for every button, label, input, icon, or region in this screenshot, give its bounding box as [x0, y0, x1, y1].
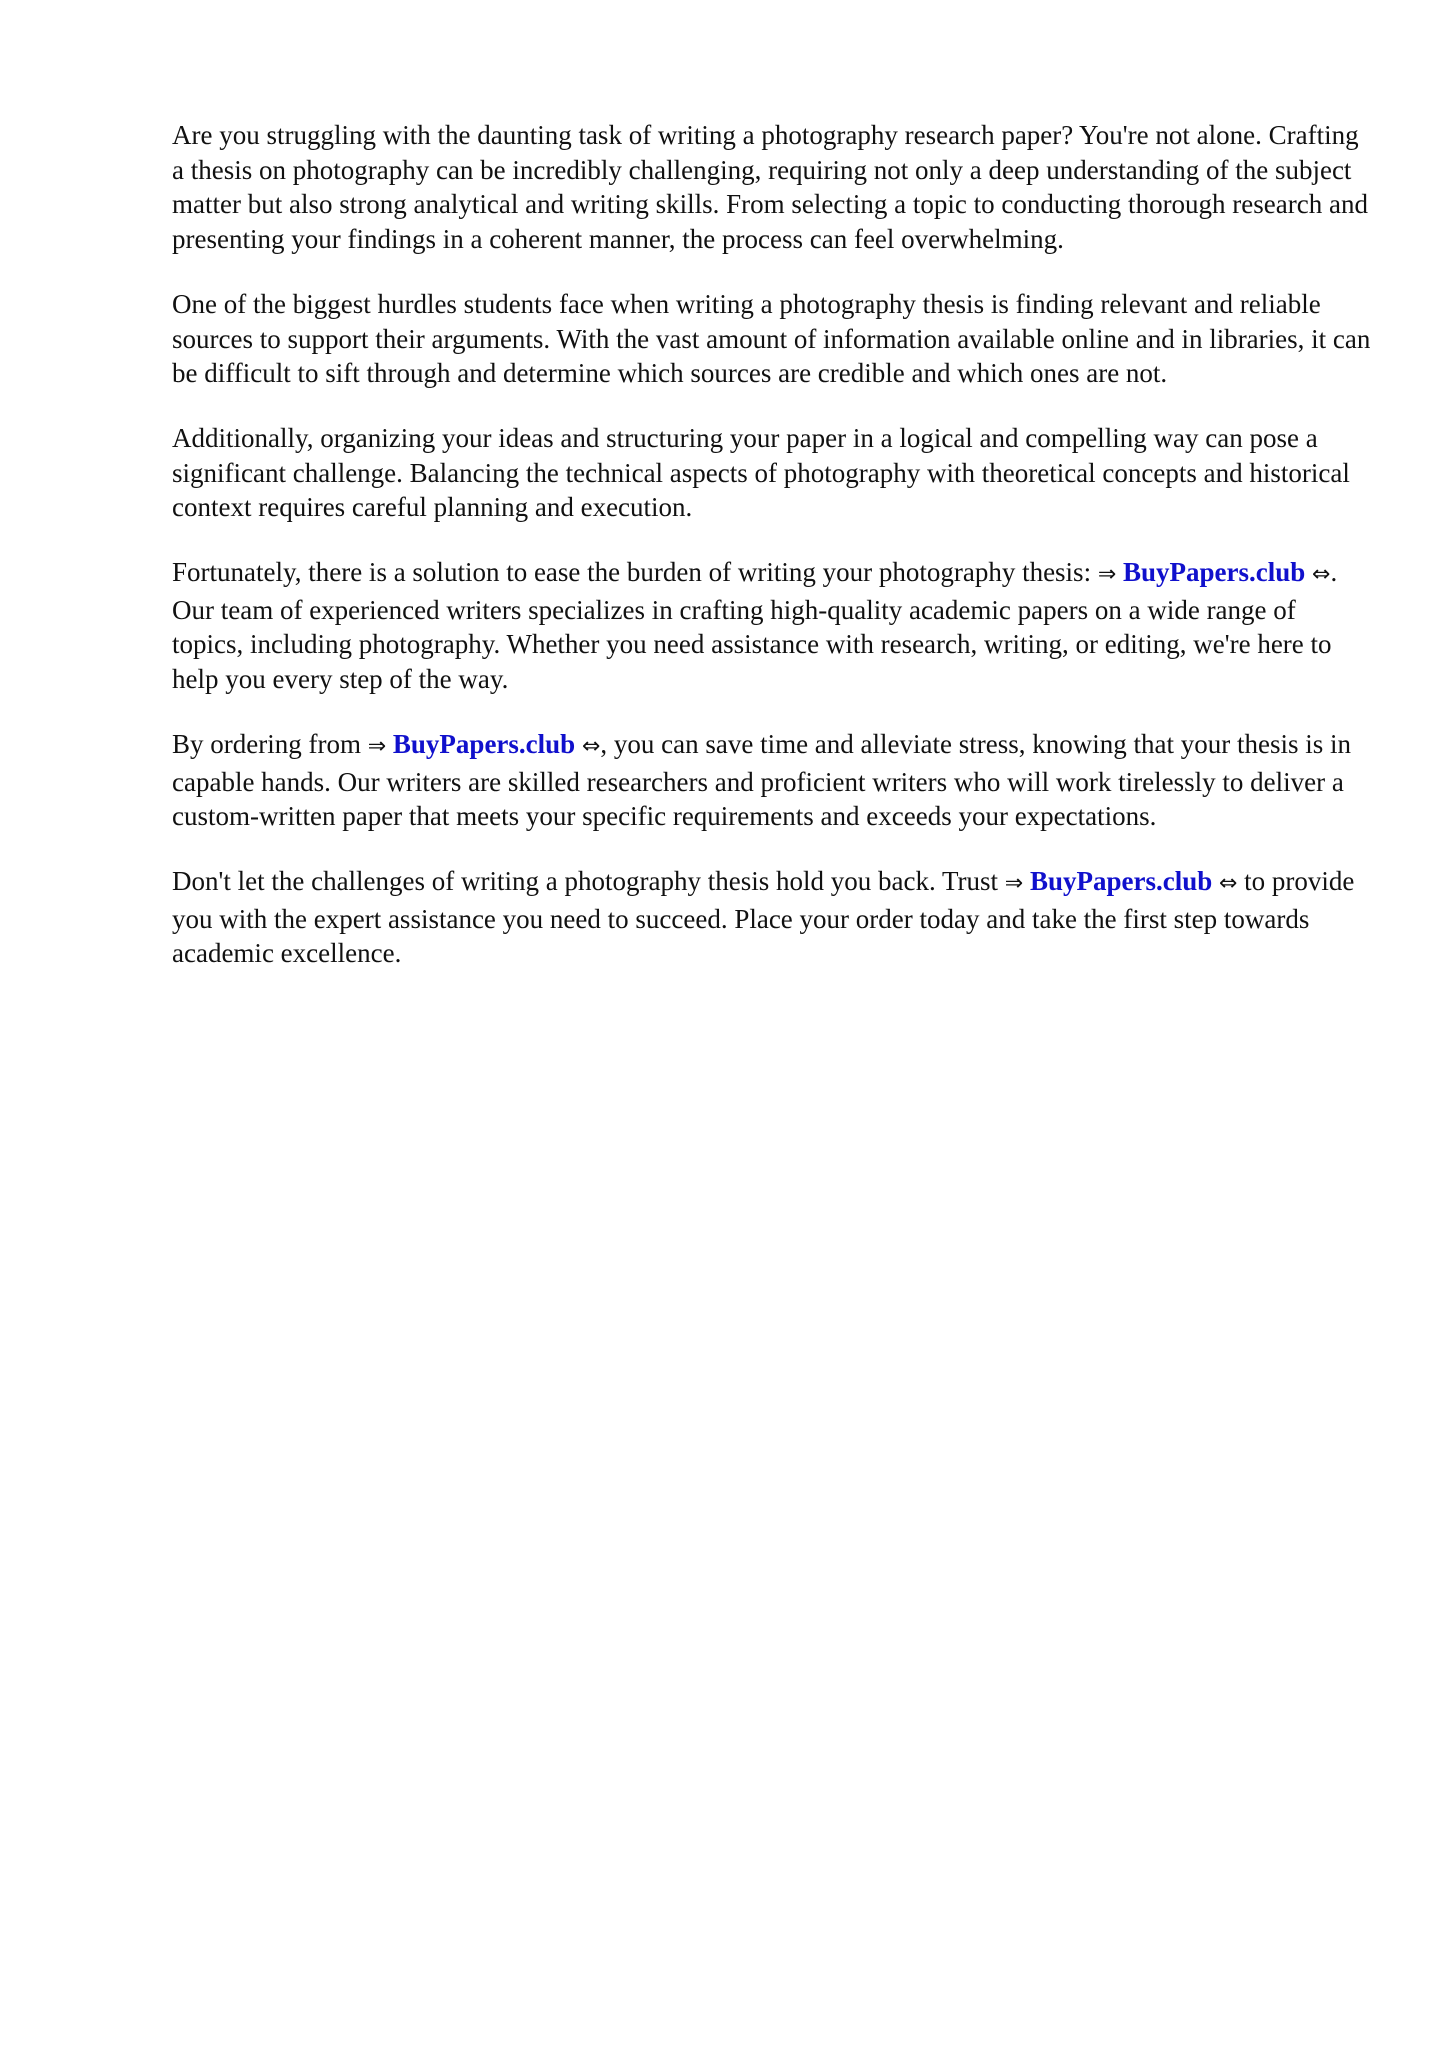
- buypapers-link[interactable]: BuyPapers.club: [1029, 865, 1213, 896]
- paragraph-solution: [172, 555, 1372, 697]
- paragraph-ordering: [172, 727, 1372, 834]
- right-arrow-icon: ⇒: [1004, 870, 1024, 896]
- double-arrow-icon: ⇔: [1218, 870, 1238, 896]
- text: By ordering from: [172, 728, 368, 759]
- buypapers-link[interactable]: BuyPapers.club: [392, 728, 576, 759]
- paragraph-closing: [172, 864, 1372, 971]
- paragraph-intro: Are you struggling with the daunting task of writing a photography research paper? You're not alone. Crafting a thesis on photography can be incredibly challenging, requiring not only a deep understanding of the subject matter but also strong analytical and writing skills. From selecting a topic to conducting thorough research and presenting your findings in a coherent manner, the process can feel overwhelming.: [172, 120, 1368, 255]
- buypapers-link[interactable]: BuyPapers.club: [1123, 557, 1306, 588]
- paragraph-sources: One of the biggest hurdles students face when writing a photography thesis is finding relevant and reliable sources to support their arguments. With the vast amount of information available online and in libraries, it can be difficult to sift through and determine which sources are credible and which ones are not.: [172, 288, 1371, 389]
- double-arrow-icon: ⇔: [581, 733, 601, 759]
- text: , you can save time and alleviate stress, knowing that your thesis is in capable hands. Our writers are skilled researchers and proficient writers who will work tirelessly to deliver a custom-written paper that meets your specific requirements and exceeds your expectations.: [172, 728, 1351, 832]
- right-arrow-icon: ⇒: [367, 733, 387, 759]
- double-arrow-icon: ⇔: [1312, 562, 1331, 588]
- text: . Our team of experienced writers specializes in crafting high-quality academic papers on a wide range of topics, including photography. Whether you need assistance with research, writing, or editing, we're here to help you every step of the way.: [172, 557, 1338, 695]
- right-arrow-icon: ⇒: [1097, 562, 1117, 588]
- text: Don't let the challenges of writing a photography thesis hold you back. Trust: [172, 865, 1005, 896]
- document-page: [172, 118, 1372, 1001]
- text: to provide you with the expert assistance you need to succeed. Place your order today and take the first step towards academic excellence.: [172, 865, 1355, 969]
- paragraph-organizing: Additionally, organizing your ideas and structuring your paper in a logical and compelling way can pose a significant challenge. Balancing the technical aspects of photography with theoretical concepts and historical context requires careful planning and execution.: [172, 422, 1350, 523]
- text: Fortunately, there is a solution to ease the burden of writing your photography thesis:: [172, 557, 1098, 588]
